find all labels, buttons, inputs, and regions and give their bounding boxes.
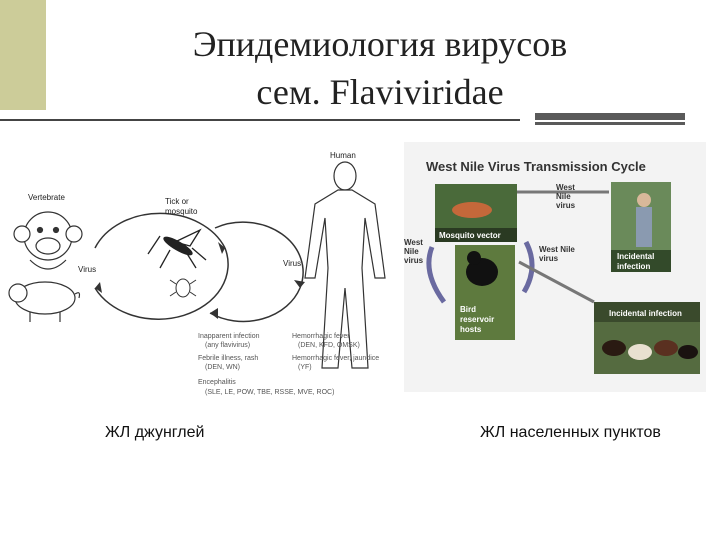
label-bird-line2: reservoir [460, 315, 495, 324]
west-nile-cycle-figure [404, 142, 706, 392]
horse-shape [654, 340, 678, 356]
label-incidental-2: Incidental infection [609, 309, 682, 318]
label-tick-line1: Tick or [165, 197, 189, 206]
mosquito-photo-body [452, 202, 492, 218]
pig-icon [9, 282, 80, 322]
label-wnv-mid-2: virus [539, 254, 559, 263]
arrowhead-icon [95, 282, 102, 293]
horse-shape [678, 345, 698, 359]
hemorrhagic-line: (YF) [298, 364, 312, 371]
horse-shape [602, 340, 626, 356]
west-nile-cycle-diagram [404, 142, 706, 392]
tick-icon [170, 279, 196, 297]
disease-line: (any flavivirus) [205, 342, 251, 349]
flavivirus-cycle-figure [0, 138, 408, 408]
label-incidental-1-line2: infection [617, 262, 651, 271]
hemorrhagic-line: Hemorrhagic fever, jaundice [292, 355, 380, 362]
label-wnv-left-1: West [404, 238, 423, 247]
title-divider [0, 119, 520, 121]
label-virus-left: Virus [78, 265, 97, 274]
disease-line: Inapparent infection [198, 333, 260, 340]
mosquito-icon [148, 230, 206, 268]
cycle-arc-left-bottom [95, 248, 228, 319]
hemorrhagic-line: Hemorrhagic fever [292, 333, 350, 340]
horse-shape [628, 344, 652, 360]
label-wnv-top-3: virus [556, 201, 576, 210]
person-photo-head [637, 193, 651, 207]
arrowhead-icon [210, 308, 218, 319]
disease-line: Encephalitis [198, 379, 236, 386]
hemorrhagic-line: (DEN, KFD, OMSK) [298, 342, 360, 349]
monkey-icon [14, 212, 82, 269]
caption-jungle-yf: ЖЛ джунглей [105, 424, 205, 441]
label-incidental-1-line1: Incidental [617, 252, 655, 261]
label-virus-right: Virus [283, 259, 302, 268]
cycle-arc-left-top [95, 213, 225, 248]
label-human: Human [330, 151, 356, 160]
arrow-bird-to-mosquito [429, 247, 444, 302]
disease-line: (SLE, LE, POW, TBE, RSSE, MVE, ROC) [205, 389, 335, 396]
label-bird-line1: Bird [460, 305, 476, 314]
label-wnv-left-3: virus [404, 256, 424, 265]
arrowhead-icon [218, 242, 225, 254]
disease-line: Febrile illness, rash [198, 355, 259, 362]
cycle-arc-right-top [215, 222, 303, 288]
label-bird-line3: hosts [460, 325, 482, 334]
cycle-arc-right-bottom [210, 288, 300, 321]
wnv-title: West Nile Virus Transmission Cycle [426, 159, 646, 174]
bird-photo-head [467, 251, 481, 265]
label-tick-line2: mosquito [165, 207, 198, 216]
title-divider-accent-line [535, 120, 685, 122]
label-wnv-left-2: Nile [404, 247, 419, 256]
title-divider-accent [535, 113, 685, 125]
slide-title-line1: Эпидемиология вирусов [192, 24, 568, 64]
person-photo-body [636, 207, 652, 247]
label-wnv-mid-1: West Nile [539, 245, 575, 254]
accent-bar [0, 0, 46, 110]
label-vertebrate: Vertebrate [28, 193, 65, 202]
caption-urban-yf: ЖЛ населенных пунктов [480, 424, 661, 441]
disease-line: (DEN, WN) [205, 364, 240, 371]
label-wnv-top-1: West [556, 183, 575, 192]
label-wnv-top-2: Nile [556, 192, 571, 201]
label-mosquito-vector: Mosquito vector [439, 231, 501, 240]
slide-title-line2: сем. Flaviviridae [256, 72, 504, 112]
arrowhead-icon [294, 280, 305, 288]
flavivirus-cycle-diagram [0, 138, 408, 408]
